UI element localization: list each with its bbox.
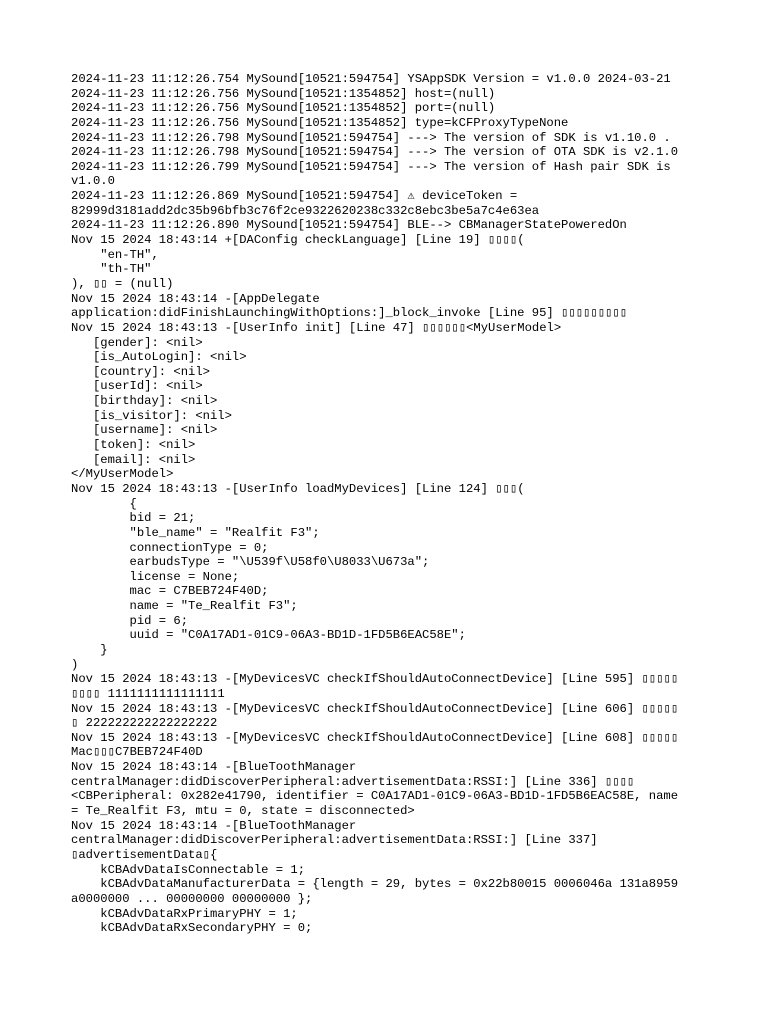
log-line: [token]: <nil> <box>71 438 196 453</box>
log-line: 2024-11-23 11:12:26.869 MySound[10521:594754] ⚠ deviceToken = <box>71 189 518 204</box>
log-line: [userId]: <nil> <box>71 379 203 394</box>
log-line: earbudsType = "\U539f\U58f0\U8033\U673a"; <box>71 555 430 570</box>
log-line: { <box>71 496 137 511</box>
log-line: Nov 15 2024 18:43:13 -[UserInfo loadMyDevices] [Line 124] ▯▯▯( <box>71 481 525 496</box>
log-line: "th-TH" <box>71 262 152 277</box>
log-line: name = "Te_Realfit F3"; <box>71 599 298 614</box>
log-line: ▯▯▯▯ 1111111111111111 <box>71 686 225 701</box>
log-line: [birthday]: <nil> <box>71 394 218 409</box>
log-line: Nov 15 2024 18:43:14 -[BlueToothManager <box>71 818 357 833</box>
log-line: Nov 15 2024 18:43:14 +[DAConfig checkLanguage] [Line 19] ▯▯▯▯( <box>71 233 525 248</box>
log-line: ▯ 222222222222222222 <box>71 716 218 731</box>
log-line: [country]: <nil> <box>71 364 210 379</box>
log-line: ), ▯▯ = (null) <box>71 276 174 291</box>
log-line: bid = 21; <box>71 511 196 526</box>
log-line: 2024-11-23 11:12:26.756 MySound[10521:1354852] type=kCFProxyTypeNone <box>71 115 569 130</box>
log-line: <CBPeripheral: 0x282e41790, identifier = C0A17AD1-01C9-06A3-BD1D-1FD5B6EAC58E, name <box>71 789 679 804</box>
log-line: Mac▯▯▯C7BEB724F40D <box>71 745 203 760</box>
log-line: kCBAdvDataRxSecondaryPHY = 0; <box>71 921 313 936</box>
log-line: application:didFinishLaunchingWithOptions:]_block_invoke [Line 95] ▯▯▯▯▯▯▯▯▯ <box>71 306 628 321</box>
log-line: 82999d3181add2dc35b96bfb3c76f2ce9322620238c332c8ebc3be5a7c4e63ea <box>71 203 540 218</box>
log-line: } <box>71 642 108 657</box>
log-line: Nov 15 2024 18:43:13 -[MyDevicesVC checkIfShouldAutoConnectDevice] [Line 595] ▯▯▯▯▯ <box>71 672 679 687</box>
log-line: kCBAdvDataManufacturerData = {length = 29, bytes = 0x22b80015 0006046a 131a8959 <box>71 877 679 892</box>
log-line: kCBAdvDataIsConnectable = 1; <box>71 862 306 877</box>
log-line: </MyUserModel> <box>71 467 174 482</box>
log-text-body <box>71 72 701 936</box>
log-line: 2024-11-23 11:12:26.754 MySound[10521:594754] YSAppSDK Version = v1.0.0 2024-03-21 <box>71 72 671 86</box>
log-line: 2024-11-23 11:12:26.799 MySound[10521:594754] ---> The version of Hash pair SDK is <box>71 159 671 174</box>
log-line: centralManager:didDiscoverPeripheral:advertisementData:RSSI:] [Line 337] <box>71 833 598 848</box>
log-line: Nov 15 2024 18:43:13 -[MyDevicesVC checkIfShouldAutoConnectDevice] [Line 608] ▯▯▯▯▯ <box>71 730 679 745</box>
log-line: [is_visitor]: <nil> <box>71 408 232 423</box>
log-line: ) <box>71 657 79 672</box>
log-line: license = None; <box>71 569 240 584</box>
log-line: 2024-11-23 11:12:26.798 MySound[10521:594754] ---> The version of OTA SDK is v2.1.0 <box>71 145 679 160</box>
log-line: 2024-11-23 11:12:26.756 MySound[10521:1354852] port=(null) <box>71 101 496 116</box>
log-line: Nov 15 2024 18:43:13 -[UserInfo init] [Line 47] ▯▯▯▯▯▯<MyUserModel> <box>71 320 562 335</box>
log-line: pid = 6; <box>71 613 189 628</box>
log-line: Nov 15 2024 18:43:13 -[MyDevicesVC checkIfShouldAutoConnectDevice] [Line 606] ▯▯▯▯▯ <box>71 701 679 716</box>
log-line: 2024-11-23 11:12:26.798 MySound[10521:594754] ---> The version of SDK is v1.10.0 . <box>71 130 671 145</box>
log-line: [email]: <nil> <box>71 452 196 467</box>
log-line: 2024-11-23 11:12:26.756 MySound[10521:1354852] host=(null) <box>71 86 496 101</box>
log-line: [username]: <nil> <box>71 423 218 438</box>
log-line: v1.0.0 <box>71 174 115 189</box>
log-line: 2024-11-23 11:12:26.890 MySound[10521:594754] BLE--> CBManagerStatePoweredOn <box>71 218 627 233</box>
log-line: "en-TH", <box>71 247 159 262</box>
log-line: [is_AutoLogin]: <nil> <box>71 350 247 365</box>
log-line: centralManager:didDiscoverPeripheral:advertisementData:RSSI:] [Line 336] ▯▯▯▯ <box>71 774 635 789</box>
log-line: kCBAdvDataRxPrimaryPHY = 1; <box>71 906 298 921</box>
log-line: mac = C7BEB724F40D; <box>71 584 269 599</box>
log-line: ▯advertisementData▯{ <box>71 847 218 862</box>
log-line: "ble_name" = "Realfit F3"; <box>71 525 320 540</box>
log-line: Nov 15 2024 18:43:14 -[AppDelegate <box>71 291 320 306</box>
log-line: a0000000 ... 00000000 00000000 }; <box>71 891 313 906</box>
log-line: connectionType = 0; <box>71 540 269 555</box>
log-line: = Te_Realfit F3, mtu = 0, state = disconnected> <box>71 804 415 819</box>
log-line: Nov 15 2024 18:43:14 -[BlueToothManager <box>71 760 357 775</box>
log-line: uuid = "C0A17AD1-01C9-06A3-BD1D-1FD5B6EAC58E"; <box>71 628 466 643</box>
log-line: [gender]: <nil> <box>71 335 203 350</box>
